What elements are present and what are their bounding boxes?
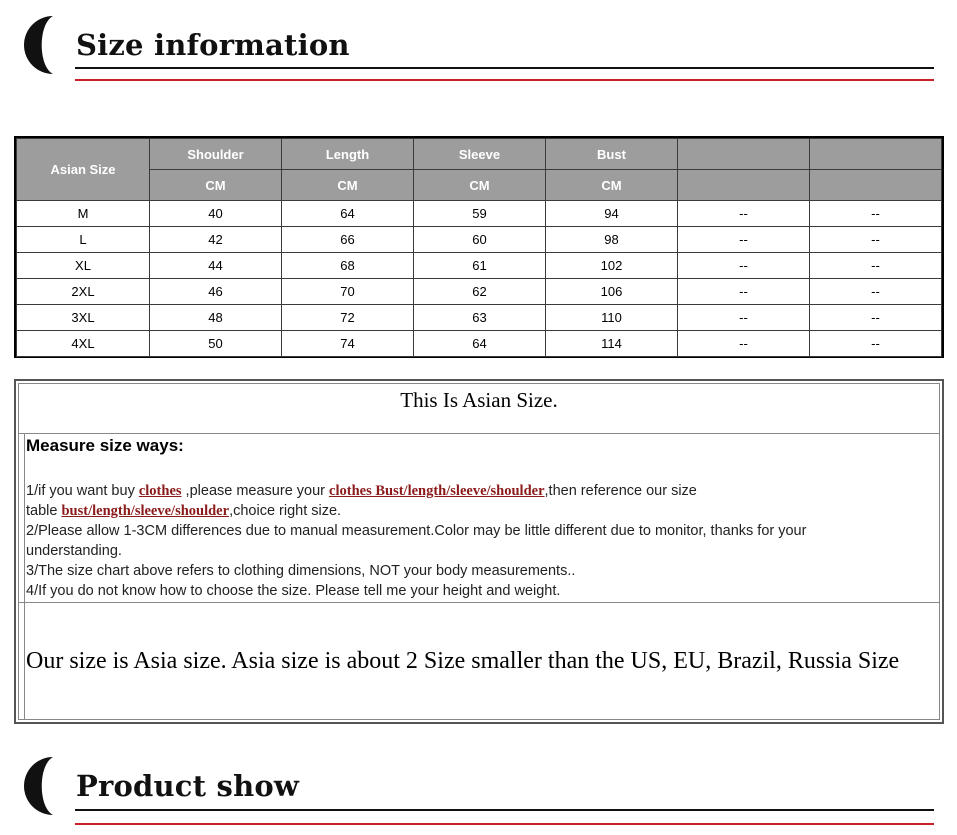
table-cell: 72 — [282, 305, 414, 331]
table-cell: -- — [678, 201, 810, 227]
size-cell: 2XL — [17, 279, 150, 305]
table-row — [17, 227, 942, 253]
section-title: Size information — [76, 28, 350, 62]
asia-note-row — [19, 603, 939, 719]
size-cell: XL — [17, 253, 150, 279]
corner-header: Asian Size — [17, 139, 150, 201]
unit-header: CM — [282, 170, 414, 201]
instruction-text: 1/if you want buy — [26, 483, 139, 499]
unit-header: CM — [414, 170, 546, 201]
header-divider-accent — [75, 823, 934, 825]
table-cell: -- — [810, 227, 942, 253]
table-cell: -- — [810, 331, 942, 357]
table-cell: 114 — [546, 331, 678, 357]
table-cell: -- — [678, 227, 810, 253]
size-table — [14, 136, 944, 358]
size-cell: L — [17, 227, 150, 253]
measurements-link[interactable]: bust/length/sleeve/shoulder — [61, 503, 230, 519]
table-cell: -- — [678, 331, 810, 357]
col-header: Sleeve — [414, 139, 546, 170]
clothes-link[interactable]: clothes — [138, 483, 182, 499]
table-cell: 50 — [150, 331, 282, 357]
section-title: Product show — [76, 769, 300, 803]
table-cell: 102 — [546, 253, 678, 279]
instruction-text: table — [26, 503, 62, 519]
table-cell: -- — [810, 279, 942, 305]
table-cell: 94 — [546, 201, 678, 227]
col-header — [678, 139, 810, 170]
header-divider — [75, 67, 934, 69]
unit-header — [810, 170, 942, 201]
table-row — [17, 201, 942, 227]
half-moon-icon — [24, 16, 82, 74]
size-info-box — [14, 379, 944, 724]
table-cell: 106 — [546, 279, 678, 305]
table-row — [17, 305, 942, 331]
asia-size-note: Our size is Asia size. Asia size is about 2 Size smaller than the US, EU, Brazil, Russia Size — [26, 648, 900, 674]
table-cell: 60 — [414, 227, 546, 253]
measure-instructions — [26, 481, 906, 601]
inner-divider — [24, 434, 25, 719]
product-show-header — [0, 755, 957, 835]
table-cell: -- — [810, 305, 942, 331]
measure-section — [19, 434, 939, 603]
size-information-header — [0, 14, 957, 94]
col-header: Bust — [546, 139, 678, 170]
table-cell: 70 — [282, 279, 414, 305]
info-heading: This Is Asian Size. — [400, 388, 558, 412]
table-cell: 74 — [282, 331, 414, 357]
instruction-1-cont — [26, 501, 906, 521]
table-cell: 40 — [150, 201, 282, 227]
table-cell: 64 — [282, 201, 414, 227]
table-cell: -- — [810, 201, 942, 227]
instruction-1 — [26, 481, 906, 501]
col-header — [810, 139, 942, 170]
table-cell: -- — [678, 279, 810, 305]
instruction-3: 3/The size chart above refers to clothing dimensions, NOT your body measurements.. — [26, 563, 576, 579]
header-divider — [75, 809, 934, 811]
table-cell: -- — [678, 253, 810, 279]
table-cell: 42 — [150, 227, 282, 253]
table-cell: 68 — [282, 253, 414, 279]
table-cell: 63 — [414, 305, 546, 331]
table-cell: 64 — [414, 331, 546, 357]
size-cell: 3XL — [17, 305, 150, 331]
measure-title: Measure size ways: — [26, 436, 184, 455]
unit-header — [678, 170, 810, 201]
half-moon-icon — [24, 757, 82, 815]
table-row — [17, 253, 942, 279]
table-row — [17, 331, 942, 357]
instruction-text: ,please measure your — [181, 483, 330, 499]
size-cell: M — [17, 201, 150, 227]
table-cell: 61 — [414, 253, 546, 279]
col-header: Length — [282, 139, 414, 170]
size-cell: 4XL — [17, 331, 150, 357]
table-cell: -- — [678, 305, 810, 331]
table-cell: -- — [810, 253, 942, 279]
clothes-measurements-link[interactable]: clothes Bust/length/sleeve/shoulder — [329, 483, 545, 499]
table-cell: 98 — [546, 227, 678, 253]
table-cell: 66 — [282, 227, 414, 253]
instruction-text: ,then reference our size — [544, 483, 697, 499]
info-heading-row — [19, 384, 939, 434]
instruction-4: 4/If you do not know how to choose the size. Please tell me your height and weight. — [26, 583, 561, 599]
unit-header: CM — [150, 170, 282, 201]
instruction-text: ,choice right size. — [229, 503, 342, 519]
table-cell: 59 — [414, 201, 546, 227]
instruction-2: 2/Please allow 1-3CM differences due to manual measurement.Color may be little different due to monitor, thanks for your understanding. — [26, 523, 807, 559]
table-cell: 48 — [150, 305, 282, 331]
table-cell: 46 — [150, 279, 282, 305]
table-row — [17, 279, 942, 305]
header-divider-accent — [75, 79, 934, 81]
table-cell: 44 — [150, 253, 282, 279]
unit-header: CM — [546, 170, 678, 201]
table-cell: 62 — [414, 279, 546, 305]
table-cell: 110 — [546, 305, 678, 331]
col-header: Shoulder — [150, 139, 282, 170]
